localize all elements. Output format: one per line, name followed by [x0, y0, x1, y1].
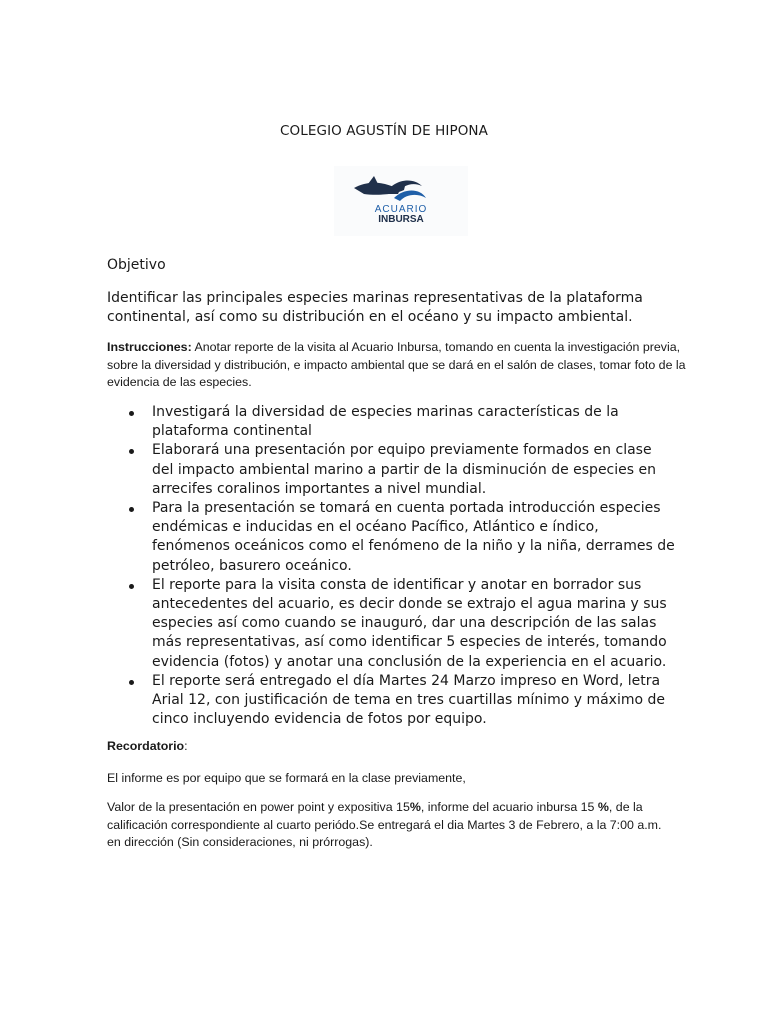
list-item	[107, 499, 677, 576]
list-item-text: Elaborará una presentación por equipo previamente formados en clase del impacto ambiental marino a partir de la disminución de especies en arrecifes coralinos importantes a nivel mundial.	[152, 442, 656, 497]
list-item	[107, 576, 677, 672]
bullet-icon	[129, 680, 134, 685]
reminder-paragraph-1: El informe es por equipo que se formará en la clase previamente,	[107, 771, 466, 785]
objective-text: Identificar las principales especies marinas representativas de la plataforma continental, así como su distribución en el océano y su impacto ambiental.	[107, 290, 643, 325]
reminder-colon: :	[184, 739, 188, 753]
list-item	[107, 403, 677, 441]
instructions-paragraph	[107, 339, 687, 392]
reminder-percent-2: %	[597, 800, 609, 814]
logo-text-inbursa: INBURSA	[378, 214, 424, 225]
acuario-inbursa-logo	[334, 166, 468, 236]
school-title: COLEGIO AGUSTÍN DE HIPONA	[280, 123, 488, 139]
list-item-text: Investigará la diversidad de especies marinas características de la plataforma continental	[152, 404, 619, 440]
bullet-icon	[129, 507, 134, 512]
bullet-icon	[129, 449, 134, 454]
list-item-text: El reporte para la visita consta de identificar y anotar en borrador sus antecedentes del acuario, es decir donde se extrajo el agua marina y sus especies así como cuando se inauguró, dar una descripción de las salas más representativas, así como identificar 5 especies de interés, tomando evidencia (fotos) y anotar una conclusión de la experiencia en el acuario.	[152, 576, 667, 670]
task-list	[107, 403, 677, 729]
list-item	[107, 441, 677, 499]
instructions-label: Instrucciones:	[107, 340, 192, 354]
bullet-icon	[129, 584, 134, 589]
reminder-text-b: , informe del acuario inbursa 15	[420, 800, 598, 814]
reminder-heading	[107, 739, 188, 753]
list-item	[107, 672, 677, 730]
reminder-text-c: , de la calificación correspondiente al cuarto periódo.Se entregará el dia Martes 3 de Febrero, a la 7:00 a.m. en dirección (Sin consideraciones, ni prórrogas).	[107, 800, 662, 849]
objective-heading: Objetivo	[107, 257, 166, 273]
list-item-text: Para la presentación se tomará en cuenta portada introducción especies endémicas e inducidas en el océano Pacífico, Atlántico e índico, fenómenos oceánicos como el fenómeno de la niño y la niña, derrames de petróleo, basurero oceánico.	[152, 500, 675, 574]
reminder-label: Recordatorio	[107, 739, 185, 753]
reminder-paragraph-2	[107, 799, 667, 852]
reminder-text-a: Valor de la presentación en power point y expositiva 15	[107, 800, 410, 814]
reminder-percent-1: %	[409, 800, 421, 814]
bullet-icon	[129, 411, 134, 416]
instructions-text: Anotar reporte de la visita al Acuario Inbursa, tomando en cuenta la investigación previa, sobre la diversidad y distribución, e impacto ambiental que se dará en el salón de clases, tomar foto de la evidencia de las especies.	[107, 340, 686, 389]
list-item-text: El reporte será entregado el día Martes 24 Marzo impreso en Word, letra Arial 12, con justificación de tema en tres cuartillas mínimo y máximo de cinco incluyendo evidencia de fotos por equipo.	[152, 672, 666, 728]
logo-text-acuario: ACUARIO	[374, 204, 428, 215]
